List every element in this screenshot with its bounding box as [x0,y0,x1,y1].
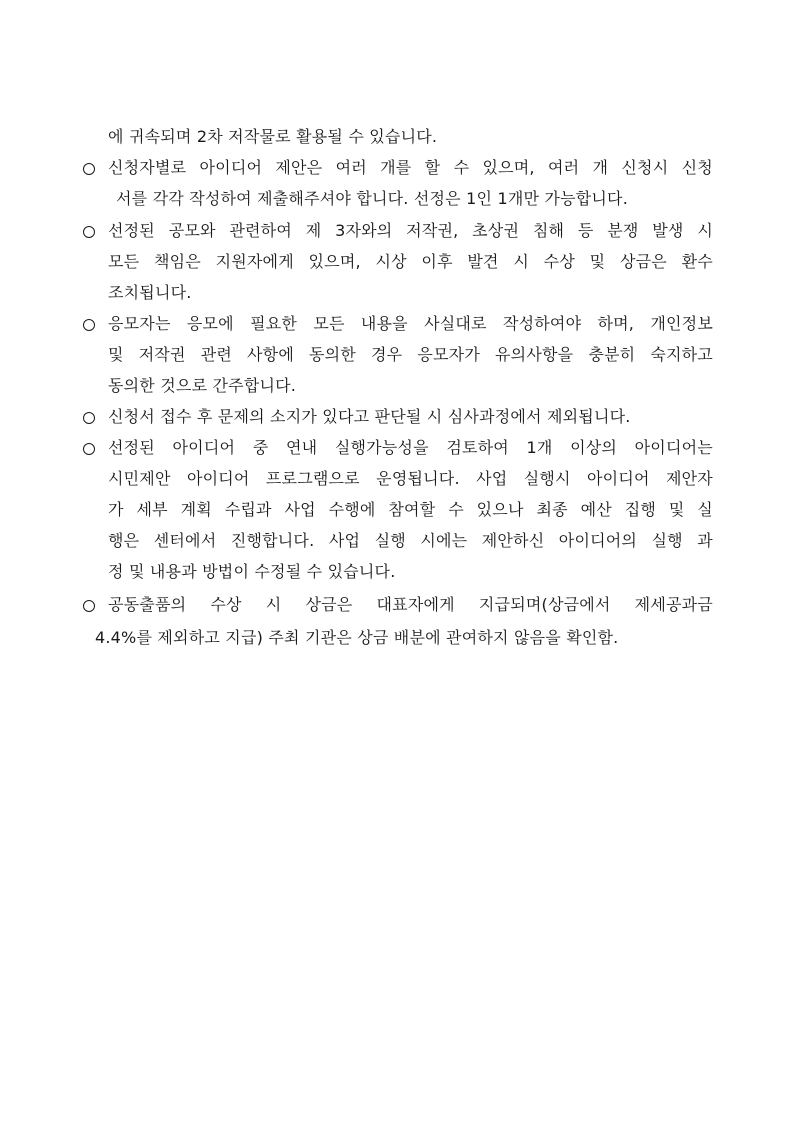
item-5-line-2: 시민제안 아이디어 프로그램으로 운영됩니다. 사업 실행시 아이디어 제안자 [108,469,713,488]
item-6-line-2: 4.4%를 제외하고 지급) 주최 기관은 상금 배분에 관여하지 않음을 확인함. [95,628,619,647]
item-1-line-2: 서를 각각 작성하여 제출해주셔야 합니다. 선정은 1인 1개만 가능합니다. [116,189,628,208]
item-3-line-2: 및 저작권 관련 사항에 동의한 경우 응모자가 유의사항을 충분히 숙지하고 [108,345,713,364]
circle-bullet-icon [83,226,95,238]
circle-bullet-icon [83,443,95,455]
circle-bullet-icon [83,319,95,331]
item-5-line-1: 선정된 아이디어 중 연내 실행가능성을 검토하여 1개 이상의 아이디어는 [108,438,713,457]
item-2-line-1: 선정된 공모와 관련하여 제 3자와의 저작권, 초상권 침해 등 분쟁 발생 시 [108,221,713,240]
item-5-line-4: 행은 센터에서 진행합니다. 사업 실행 시에는 제안하신 아이디어의 실행 과 [108,531,713,550]
continuation-line: 에 귀속되며 2차 저작물로 활용될 수 있습니다. [108,127,438,146]
item-5-line-5: 정 및 내용과 방법이 수정될 수 있습니다. [108,562,396,581]
circle-bullet-icon [83,600,95,612]
item-3-line-1: 응모자는 응모에 필요한 모든 내용을 사실대로 작성하여야 하며, 개인정보 [108,314,713,333]
item-4-line-1: 신청서 접수 후 문제의 소지가 있다고 판단될 시 심사과정에서 제외됩니다. [108,407,631,426]
item-2-line-3: 조치됩니다. [108,283,192,302]
item-1-line-1: 신청자별로 아이디어 제안은 여러 개를 할 수 있으며, 여러 개 신청시 신청 [108,158,713,177]
item-6-line-1: 공동출품의 수상 시 상금은 대표자에게 지급되며(상금에서 제세공과금 [108,595,713,614]
circle-bullet-icon [83,412,95,424]
item-2-line-2: 모든 책임은 지원자에게 있으며, 시상 이후 발견 시 수상 및 상금은 환수 [108,252,713,271]
item-3-line-3: 동의한 것으로 간주합니다. [108,376,297,395]
circle-bullet-icon [83,163,95,175]
item-5-line-3: 가 세부 계획 수립과 사업 수행에 참여할 수 있으나 최종 예산 집행 및 실 [108,500,713,519]
